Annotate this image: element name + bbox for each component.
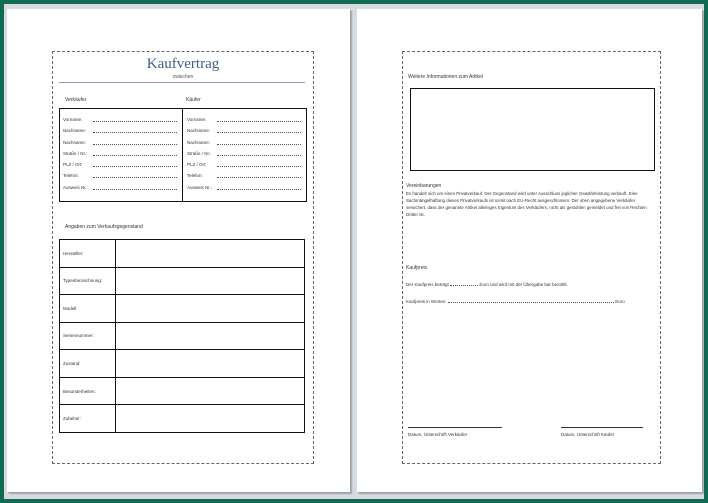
table-row xyxy=(60,267,305,295)
document-title: Kaufvertrag xyxy=(146,56,220,72)
agreements-heading: Vereinbarungen xyxy=(406,183,442,189)
party-details-box xyxy=(59,108,307,202)
seller-signature-label: Datum, Unterschrift Verkäufer xyxy=(408,432,468,437)
model-cell[interactable] xyxy=(116,295,305,323)
article-heading: Angaben zum Verkaufsgegenstand xyxy=(65,224,143,230)
page-2-frame xyxy=(402,51,661,464)
article-table xyxy=(59,239,305,433)
buyer-field-id[interactable]: Ausweis Nr.: xyxy=(187,185,305,196)
seller-field-street[interactable]: Straße / Nr.: xyxy=(63,151,181,162)
price-line: Der Kaufpreis beträgt Euro und wird mit der Übergabe bar bezahlt. xyxy=(406,282,568,287)
buyer-fields xyxy=(187,117,305,196)
table-row xyxy=(60,377,305,405)
buyer-field-last-name[interactable]: Nachname: xyxy=(187,128,305,139)
table-row xyxy=(60,405,305,433)
page-1 xyxy=(7,9,350,492)
page-1-frame xyxy=(52,51,314,464)
document-subtitle: zwischen xyxy=(172,74,194,80)
row-label: Hersteller: xyxy=(60,240,116,268)
price-words-field[interactable] xyxy=(448,298,614,303)
document-viewer[interactable] xyxy=(4,4,704,499)
table-row xyxy=(60,350,305,378)
specials-cell[interactable] xyxy=(116,377,305,405)
info-box[interactable] xyxy=(410,88,655,171)
seller-field-city[interactable]: PLZ / Ort: xyxy=(63,162,181,173)
buyer-field-phone[interactable]: Telefon: xyxy=(187,173,305,184)
table-row xyxy=(60,295,305,323)
seller-fields xyxy=(63,117,181,196)
title-divider xyxy=(59,82,305,83)
manufacturer-cell[interactable] xyxy=(116,240,305,268)
row-label: Modell: xyxy=(60,295,116,323)
buyer-field-street[interactable]: Straße / Nr.: xyxy=(187,151,305,162)
row-label: Besonderheiten: xyxy=(60,377,116,405)
table-row xyxy=(60,322,305,350)
price-amount-field[interactable] xyxy=(450,281,478,286)
price-heading: Kaufpreis xyxy=(406,265,428,271)
type-cell[interactable] xyxy=(116,267,305,295)
seller-field-last-name-2[interactable]: Nachname: xyxy=(63,140,181,151)
seller-field-phone[interactable]: Telefon: xyxy=(63,173,181,184)
seller-field-last-name[interactable]: Nachname: xyxy=(63,128,181,139)
row-label: Zubehör: xyxy=(60,405,116,433)
buyer-heading: Käufer xyxy=(186,97,201,103)
condition-cell[interactable] xyxy=(116,350,305,378)
buyer-field-first-name[interactable]: Vorname: xyxy=(187,117,305,128)
seller-signature-line[interactable] xyxy=(408,427,502,428)
page-2 xyxy=(357,9,702,492)
serial-cell[interactable] xyxy=(116,322,305,350)
info-heading: Weitere Informationen zum Artikel xyxy=(408,74,483,80)
buyer-signature-label: Datum, Unterschrift Käufer xyxy=(561,432,615,437)
buyer-signature-line[interactable] xyxy=(561,427,643,428)
row-label: Typenbezeichnung: xyxy=(60,267,116,295)
agreements-text: Es handelt sich um einen Privatverkauf. Der Gegenstand wird unter Ausschluss jeglicher Gewährleistung verkauft. Eine Sachmängelhaftung dieses Privatverkaufs ist somit nach EU-Recht ausgeschlossen. Der oben angegebene Verkäufer versichert, dass der genannte Artikel alleiniges Eigentum des Verkäufers, nicht als gestohlen gemeldet und frei von Rechten Dritter ist. xyxy=(406,191,647,217)
accessories-cell[interactable] xyxy=(116,405,305,433)
seller-field-id[interactable]: Ausweis Nr.: xyxy=(63,185,181,196)
buyer-field-city[interactable]: PLZ / Ort: xyxy=(187,162,305,173)
row-label: Seriennummer: xyxy=(60,322,116,350)
seller-field-first-name[interactable]: Vorname: xyxy=(63,117,181,128)
row-label: Zustand: xyxy=(60,350,116,378)
buyer-field-last-name-2[interactable]: Nachname: xyxy=(187,140,305,151)
seller-heading: Verkäufer xyxy=(65,97,87,103)
table-row xyxy=(60,240,305,268)
price-words-line: Kaufpreis in Worten: Euro xyxy=(406,299,625,304)
